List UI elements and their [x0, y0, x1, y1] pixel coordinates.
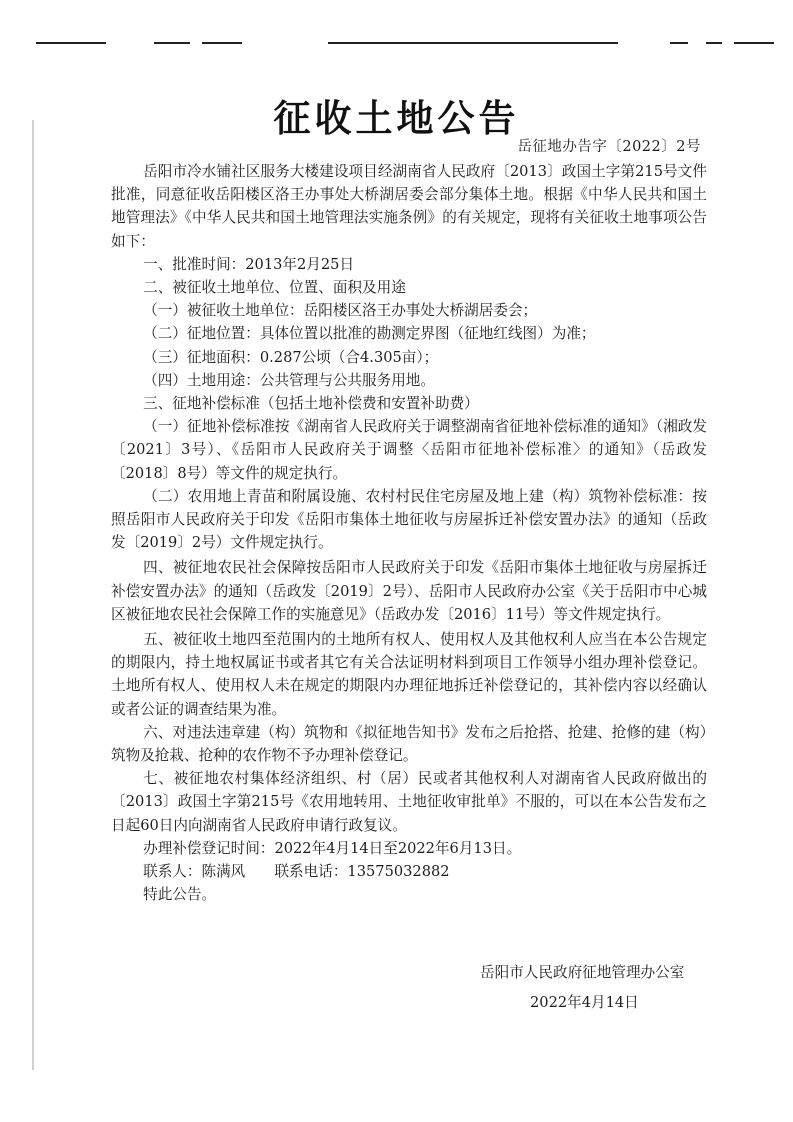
paragraph-3-1: （一）征地补偿标准按《湖南省人民政府关于调整湖南省征地补偿标准的通知》（湘政发〔2021〕3号）、《岳阳市人民政府关于调整〈岳阳市征地补偿标准〉的通知》（岳政发〔2018〕8号）等文件的规定执行。: [111, 418, 707, 482]
paragraph-registration-time: 办理补偿登记时间：2022年4月14日至2022年6月13日。: [143, 839, 522, 857]
paragraph-2-4: （四）土地用途：公共管理与公共服务用地。: [143, 371, 435, 389]
document-number: 岳征地办告字〔2022〕2号: [517, 139, 701, 155]
paragraph-intro: 岳阳市冷水铺社区服务大楼建设项目经湖南省人民政府〔2013〕政国土字第215号文件批准，同意征收岳阳楼区洛王办事处大桥湖居委会部分集体土地。根据《中华人民共和国土地管理法》《中华人民共和国土地管理法实施条例》的有关规定，现将有关征收土地事项公告如下：: [111, 163, 707, 250]
issuer-name: 岳阳市人民政府征地管理办公室: [480, 964, 685, 981]
paragraph-section-4: 四、被征地农民社会保障按岳阳市人民政府关于印发《岳阳市集体土地征收与房屋拆迁补偿安置办法》的通知（岳政发〔2019〕2号）、岳阳市人民政府办公室《关于岳阳市中心城区被征地农民社会保障工作的实施意见》（岳政办发〔2016〕11号）等文件规定执行。: [111, 559, 707, 623]
issue-date: 2022年4月14日: [530, 994, 639, 1011]
paragraph-section-6: 六、对违法违章建（构）筑物和《拟征地告知书》发布之后抢搭、抢建、抢修的建（构）筑物及抢栽、抢种的农作物不予办理补偿登记。: [111, 723, 707, 765]
paragraph-closing: 特此公告。: [143, 886, 217, 904]
paragraph-approval-time: 一、批准时间：2013年2月25日: [143, 255, 355, 273]
paragraph-section-2: 二、被征收土地单位、位置、面积及用途: [143, 279, 406, 297]
paragraph-section-3: 三、征地补偿标准（包括土地补偿费和安置补助费）: [143, 395, 479, 413]
paragraph-3-2: （二）农用地上青苗和附属设施、农村村民住宅房屋及地上建（构）筑物补偿标准：按照岳阳市人民政府关于印发《岳阳市集体土地征收与房屋拆迁补偿安置办法》的通知（岳政发〔2019〕2号）文件规定执行。: [111, 487, 707, 552]
signature-block: [480, 958, 720, 1018]
scan-edge-marks: [30, 40, 770, 48]
paragraph-2-2: （二）征地位置：具体位置以批准的勘测定界图（征地红线图）为准；: [143, 325, 596, 343]
paragraph-section-5: 五、被征收土地四至范围内的土地所有权人、使用权人及其他权利人应当在本公告规定的期限内，持土地权属证书或者其它有关合法证明材料到项目工作领导小组办理补偿登记。土地所有权人、使用权人未在规定的期限内办理征地拆迁补偿登记的，其补偿内容以经确认或者公证的调查结果为准。: [111, 631, 707, 718]
notice-body: [111, 160, 707, 907]
paragraph-2-3: （三）征地面积：0.287公顷（合4.305亩）；: [143, 348, 439, 366]
paragraph-contact: 联系人：陈满风 联系电话：13575032882: [143, 863, 450, 881]
paragraph-section-7: 七、被征地农村集体经济组织、村（居）民或者其他权利人对湖南省人民政府做出的〔2013〕政国土字第215号《农用地转用、土地征收审批单》不服的，可以在本公告发布之日起60日内向湖南省人民政府申请行政复议。: [111, 770, 707, 834]
paragraph-2-1: （一）被征收土地单位：岳阳楼区洛王办事处大桥湖居委会；: [143, 302, 538, 320]
notice-title: 征收土地公告: [273, 97, 520, 140]
scan-edge-left: [32, 120, 34, 1070]
